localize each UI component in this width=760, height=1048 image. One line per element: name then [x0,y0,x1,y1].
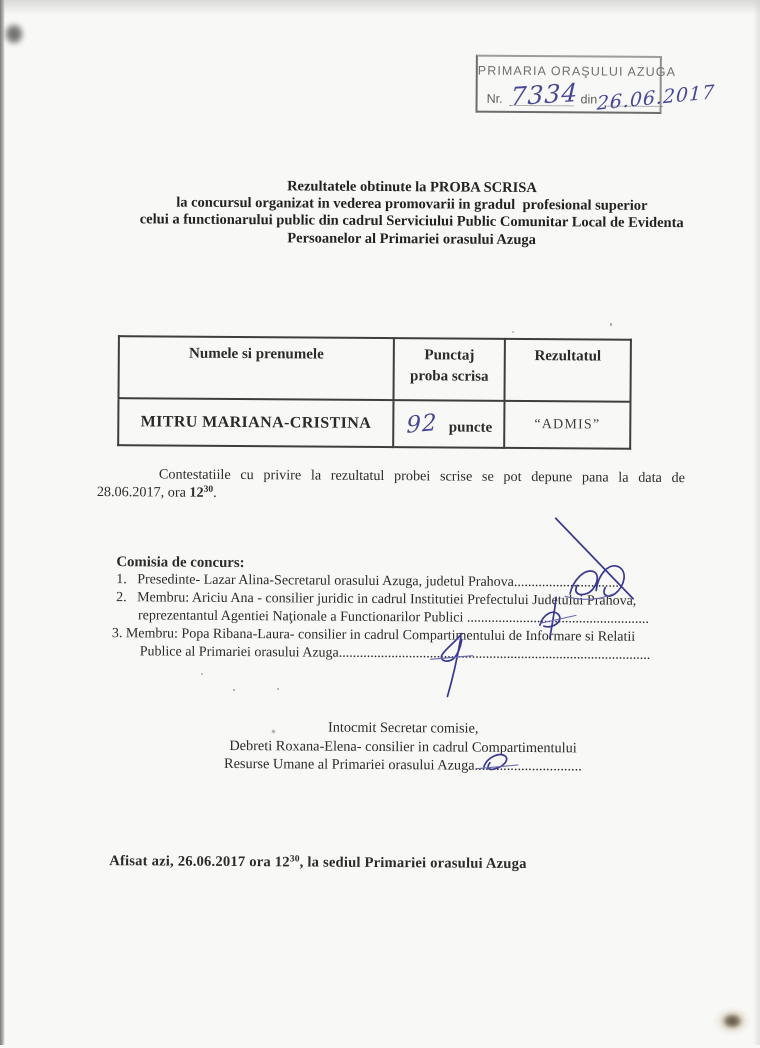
closing-line-2: Debreti Roxana-Elena- consilier in cadrul Compartimentului [229,737,577,756]
column-header-name: Numele si prenumele [118,336,394,400]
posting-notice-prefix: Afisat azi, 26.06.2017 ora [109,853,275,871]
commission-heading: Comisia de concurs: [116,554,245,572]
stamp-number-handwritten: 7334 [510,77,579,112]
commission-member-2-line2: reprezentantul Agentiei Naţionale a Functionarilor Publici .................................................... [137,608,649,628]
title-line-2: la concursul organizat in vederea promovarii in gradul profesional superior [176,194,648,215]
title-line-4: Persoanelor al Primariei orasului Azuga [287,229,536,248]
commission-member-3-line1: 3. Membru: Popa Ribana-Laura- consilier in cadrul Compartimentului de Informare si Relatii [111,626,636,646]
contestation-paragraph [97,465,685,507]
contestation-period: . [213,484,217,501]
registration-stamp [475,55,716,115]
results-table [117,335,632,450]
stamp-date-line [596,81,716,115]
column-header-result: Rezultatul [505,339,631,402]
stamp-number-line [510,77,579,112]
commission-section [111,553,709,666]
posting-notice-minutes: 30 [289,853,300,864]
contestation-deadline-hour: 12 [189,484,204,501]
commission-member-1: 1. Presedinte- Lazar Alina-Secretarul orasului Azuga, judetul Prahova............................... [116,572,623,591]
commission-member-2-line1: 2. Membru: Ariciu Ana - consilier juridic in cadrul Institutiei Prefectului Judetului Prahova, [116,590,637,609]
contestation-deadline-date: 28.06.2017, ora [96,484,190,501]
score-unit: puncte [448,418,493,436]
posting-notice [109,853,526,873]
score-cell [393,400,504,448]
posting-notice-suffix: , la sediul Primariei orasului Azuga [299,854,527,873]
title-line-1: Rezultatele obtinute la PROBA SCRISA [287,178,537,197]
candidate-name: MITRU MARIANA-CRISTINA [118,398,394,447]
contestation-line-1: Contestatiile cu privire la rezultatul probei scrise se pot depune pana la data de [158,466,686,487]
commission-member-3-line2: Publice al Primariei orasului Azuga......................................................................................... [139,644,651,664]
title-line-3: celui a functionarului public din cadrul Serviciului Public Comunitar Local de Evidenta [139,211,684,232]
score-handwritten: 92 [406,409,438,439]
document-title [98,177,726,250]
posting-notice-hour: 12 [274,854,290,871]
contestation-line-2 [97,483,685,507]
stamp-number-row [486,77,716,115]
column-header-score-line1: Punctaj [424,347,475,364]
stamp-date-handwritten: 26.06.2017 [596,81,716,115]
column-header-score [394,338,505,401]
closing-line-3: Resurse Umane al Primariei orasului Azuga.............................. [224,756,582,775]
contestation-deadline-minutes: 30 [203,484,214,495]
table-header-row [118,336,630,402]
stamp-date-label: din [580,92,598,107]
stamp-number-label: Nr. [486,91,503,106]
stamp-org-name: PRIMARIA ORAŞULUI AZUGA [477,63,677,80]
column-header-score-line2: proba scrisa [409,368,489,385]
table-row [118,398,630,449]
closing-block [183,718,623,777]
result-value: “ADMIS” [504,401,630,449]
closing-line-1: Intocmit Secretar comisie, [327,719,479,737]
